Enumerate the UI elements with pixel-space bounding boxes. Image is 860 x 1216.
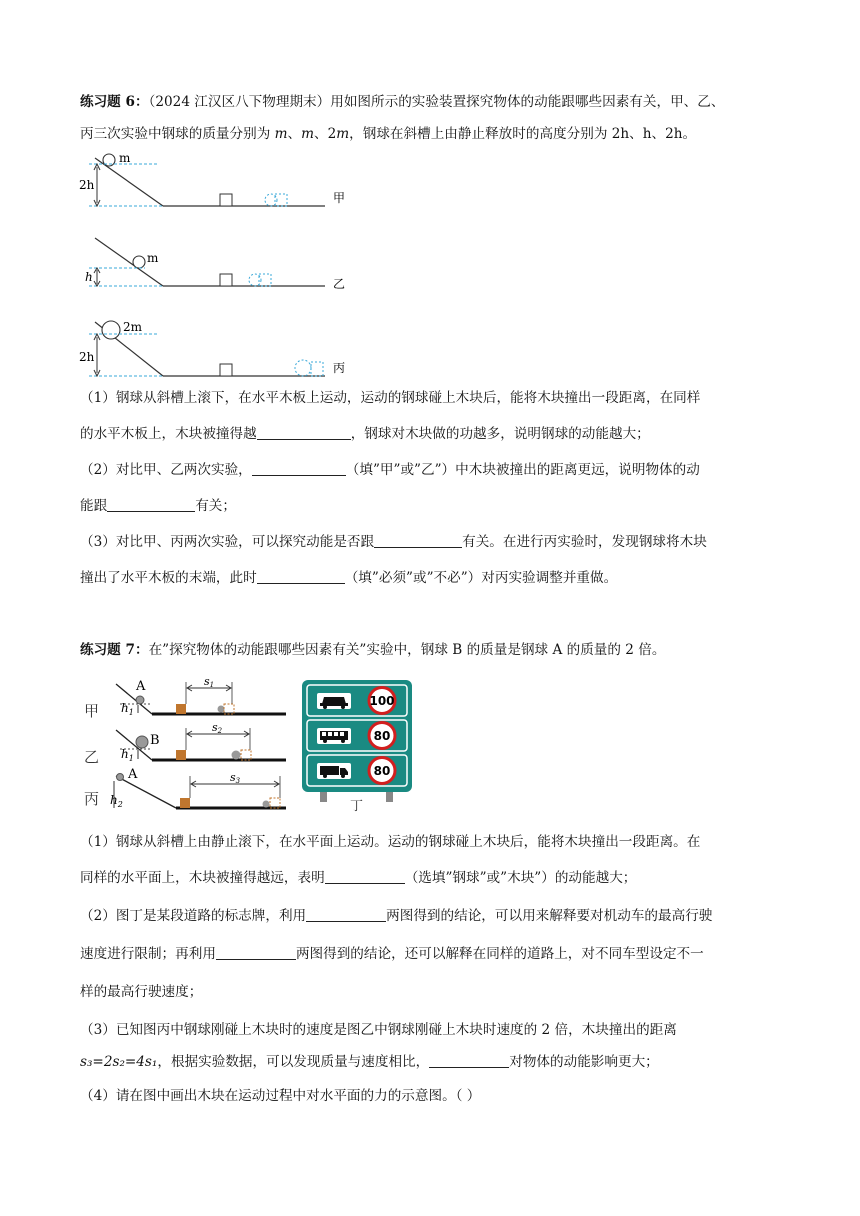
p6-q2-text2: （填”甲”或”乙”）中木块被撞出的距离更远，说明物体的动 bbox=[345, 462, 700, 478]
p6-q3-text: （3）对比甲、丙两次实验，可以探究动能是否跟 bbox=[80, 534, 375, 550]
p7-q3-formula: s₃=2s₂=4s₁ bbox=[80, 1054, 158, 1070]
p6-q2-text3: 能跟 bbox=[80, 498, 108, 514]
distance-label: s2 bbox=[212, 721, 223, 735]
answer-blank[interactable] bbox=[429, 1053, 509, 1068]
p6-q1-text3: ，钢球对木块做的功越多，说明钢球的动能越大； bbox=[350, 426, 650, 442]
p7-q3-text: （3）已知图丙中钢球刚碰上木块时的速度是图乙中钢球刚碰上木块时速度的 2 倍，木块撞出的距离 bbox=[80, 1022, 677, 1038]
p6-stem-text2b: ，钢球在斜槽上由静止释放时的高度分别为 2h、h、2h。 bbox=[349, 126, 697, 142]
wood-block bbox=[176, 704, 186, 714]
distance-label: s3 bbox=[230, 771, 241, 785]
p6-stem-text2a: 丙三次实验中钢球的质量分别为 bbox=[80, 126, 275, 142]
p7-q2-line3 bbox=[80, 982, 780, 1002]
p6-q3-line2 bbox=[80, 568, 780, 588]
p6-mass1: m bbox=[274, 126, 288, 142]
trial-name: 乙 bbox=[333, 277, 346, 291]
p7-q4-line bbox=[80, 1086, 780, 1106]
p6-q1-text2: 的水平木板上，木块被撞得越 bbox=[80, 426, 257, 442]
svg-text:80: 80 bbox=[373, 729, 391, 743]
block-moved bbox=[311, 362, 323, 376]
height-label: 2h bbox=[79, 178, 95, 192]
p7-q3-line2 bbox=[80, 1052, 780, 1072]
p7-q2-line2 bbox=[80, 944, 780, 964]
p7-q2-text: （2）图丁是某段道路的标志牌，利用 bbox=[80, 908, 307, 924]
height-label: 2h bbox=[79, 350, 95, 364]
answer-blank[interactable] bbox=[374, 533, 462, 548]
p6-figure bbox=[75, 148, 375, 382]
svg-text:80: 80 bbox=[373, 764, 391, 778]
steel-ball bbox=[117, 774, 124, 781]
speed-limit-sign bbox=[302, 680, 412, 814]
p7-q1-line2 bbox=[80, 868, 780, 888]
p7-row-bing bbox=[84, 767, 286, 809]
ball-label: A bbox=[136, 679, 146, 694]
ball-label: A bbox=[128, 767, 138, 782]
p6-mass3: m bbox=[336, 126, 350, 142]
speed-limit-80 bbox=[369, 723, 395, 749]
answer-blank[interactable] bbox=[325, 869, 405, 884]
p6-setup-yi bbox=[85, 238, 345, 291]
row-name: 甲 bbox=[84, 702, 100, 720]
p6-q2-line1 bbox=[80, 460, 780, 480]
p7-q2-text5: 样的最高行驶速度； bbox=[80, 984, 203, 1000]
ball-label: B bbox=[150, 733, 160, 748]
p7-q1-text: （1）钢球从斜槽上由静止滚下，在水平面上运动。运动的钢球碰上木块后，能将木块撞出一段距离。在 bbox=[80, 834, 701, 850]
p7-q2-line1 bbox=[80, 906, 780, 926]
ball-mass-label: 2m bbox=[123, 320, 143, 334]
p7-q4-text: （4）请在图中画出木块在运动过程中对水平面的力的示意图。（ ） bbox=[80, 1088, 481, 1104]
p6-stem-line1 bbox=[80, 92, 780, 112]
steel-ball bbox=[133, 256, 145, 268]
p7-q1-text2: 同样的水平面上，木块被撞得越远，表明 bbox=[80, 870, 325, 886]
p6-q3-line1 bbox=[80, 532, 780, 552]
p6-setup-bing bbox=[79, 320, 345, 376]
steel-ball bbox=[102, 321, 120, 339]
answer-blank[interactable] bbox=[257, 569, 345, 584]
height-label: $h_2$ bbox=[110, 793, 123, 809]
svg-text:100: 100 bbox=[369, 694, 395, 708]
sign-name: 丁 bbox=[350, 799, 364, 814]
row-name: 乙 bbox=[84, 748, 100, 766]
p6-q2-text4: 有关； bbox=[195, 498, 236, 514]
p6-label: 练习题 6： bbox=[80, 94, 149, 110]
p6-q1-line1 bbox=[80, 388, 780, 408]
p6-q2-text: （2）对比甲、乙两次实验， bbox=[80, 462, 252, 478]
p7-q3-text3: 对物体的动能影响更大； bbox=[509, 1054, 659, 1070]
trial-name: 丙 bbox=[333, 361, 346, 375]
p6-q1-text: （1）钢球从斜槽上滚下，在水平木板上运动，运动的钢球碰上木块后，能将木块撞出一段距离，在同样 bbox=[80, 390, 701, 406]
wood-block bbox=[220, 194, 232, 206]
p7-figure bbox=[80, 674, 420, 814]
p6-mass2: m bbox=[301, 126, 315, 142]
height-label: $h_1$ bbox=[121, 747, 134, 763]
p7-q3-text2: ，根据实验数据，可以发现质量与速度相比， bbox=[157, 1054, 430, 1070]
p6-q3-text3: 撞出了水平木板的末端，此时 bbox=[80, 570, 257, 586]
height-label: $h_1$ bbox=[121, 701, 134, 717]
p6-setup-jia bbox=[79, 151, 345, 206]
steel-ball bbox=[136, 696, 144, 704]
ball-mass-label: m bbox=[147, 251, 159, 265]
p6-q2-line2 bbox=[80, 496, 780, 516]
p7-q2-text3: 速度进行限制；再利用 bbox=[80, 946, 216, 962]
wood-block bbox=[220, 274, 232, 286]
height-label: h bbox=[85, 270, 93, 284]
row-name: 丙 bbox=[84, 790, 100, 808]
p7-row-jia bbox=[84, 675, 286, 720]
p7-q2-text4: 两图得到的结论，还可以解释在同样的道路上，对不同车型设定不一 bbox=[295, 946, 704, 962]
answer-blank[interactable] bbox=[107, 497, 195, 512]
bus-icon bbox=[317, 728, 351, 744]
wood-block bbox=[180, 798, 190, 808]
p6-q3-text4: （填”必须”或”不必”）对丙实验调整并重做。 bbox=[344, 570, 618, 586]
p7-row-yi bbox=[84, 721, 286, 766]
p7-label: 练习题 7： bbox=[80, 642, 149, 658]
ball-mass-label: m bbox=[119, 151, 131, 165]
p6-sep1: 、 bbox=[287, 126, 302, 142]
p6-q3-text2: 有关。在进行丙实验时，发现钢球将木块 bbox=[462, 534, 707, 550]
p7-q3-line1 bbox=[80, 1020, 780, 1040]
p6-stem-text1: （2024 江汉区八下物理期末）用如图所示的实验装置探究物体的动能跟哪些因素有关，甲、乙、 bbox=[148, 94, 725, 110]
car-icon bbox=[317, 693, 351, 709]
p7-q1-text3: （选填”钢球”或”木块”）的动能越大； bbox=[404, 870, 637, 886]
trial-name: 甲 bbox=[333, 191, 346, 205]
p6-stem-line2 bbox=[80, 124, 780, 144]
answer-blank[interactable] bbox=[252, 461, 346, 476]
wood-block bbox=[176, 750, 186, 760]
answer-blank[interactable] bbox=[216, 945, 296, 960]
wood-block bbox=[220, 364, 232, 376]
distance-label: s1 bbox=[204, 675, 215, 689]
steel-ball bbox=[136, 736, 148, 748]
p7-q1-line1 bbox=[80, 832, 780, 852]
p6-sep2: 、2 bbox=[314, 126, 337, 142]
truck-icon bbox=[317, 763, 351, 779]
speed-limit-80 bbox=[369, 758, 395, 784]
p7-q2-text2: 两图得到的结论，可以用来解释要对机动车的最高行驶 bbox=[386, 908, 713, 924]
answer-blank[interactable] bbox=[306, 907, 386, 922]
speed-limit-100 bbox=[369, 688, 395, 714]
p7-stem-text: 在”探究物体的动能跟哪些因素有关”实验中，钢球 B 的质量是钢球 A 的质量的 2 倍。 bbox=[148, 642, 666, 658]
p7-stem bbox=[80, 640, 780, 660]
p6-q1-line2 bbox=[80, 424, 780, 444]
answer-blank[interactable] bbox=[257, 425, 351, 440]
